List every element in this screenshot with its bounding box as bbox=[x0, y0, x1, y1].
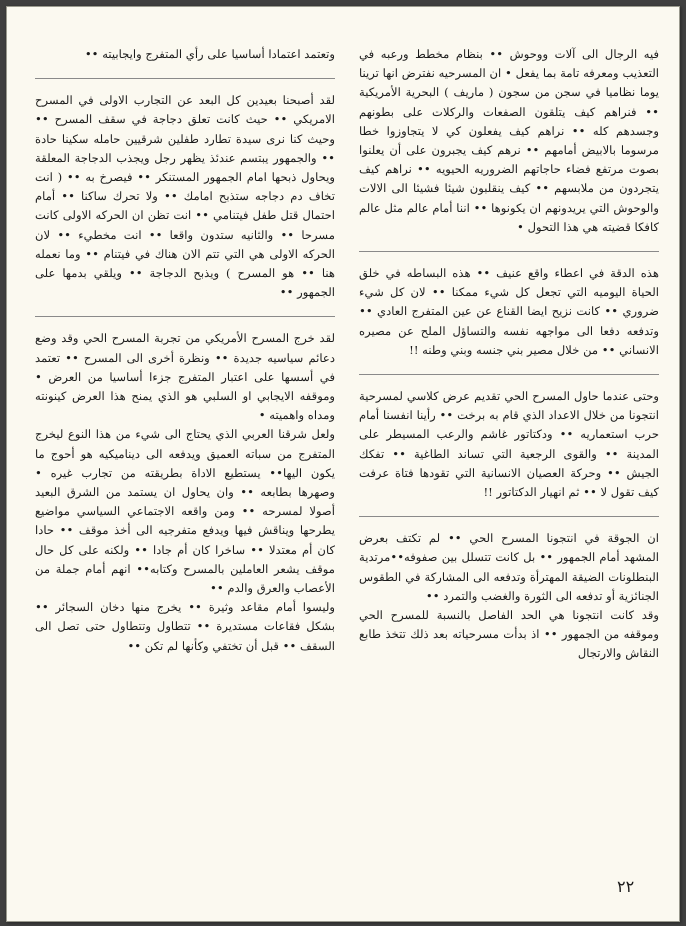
right-text-column bbox=[359, 45, 659, 664]
section-divider bbox=[359, 251, 659, 252]
paragraph: وحتى عندما حاول المسرح الحي تقديم عرض كلاسي لمسرحية انتجونا من خلال الاعداد الذي قام به برخت •• رأينا انفسنا أمام حرب استعماريه •• ودكتاتور غاشم والرعب المسيطر على المدينة •• والقوى الرجعية التي تساند الطاغية •• تفكك الجيش •• وحركة العصيان الانسانية التي تقودها فتاة عرفت كيف تقول لا •• ثم انهيار الدكتاتور !! bbox=[359, 389, 659, 500]
paragraph: لقد خرج المسرح الأمريكي من تجربة المسرح الحي وقد وضع دعائم سياسيه جديدة •• ونظرة أخرى الى المسرح •• تعتمد في أسسها على اعتبار المتفرج جزءا أساسيا من العرض • وموقفه الايجابي او السلبي هو الذي يمنح هذا العرض كينونته ومداه واهميته • bbox=[35, 331, 335, 423]
paragraph: ولعل شرقنا العربي الذي يحتاج الى شيء من هذا النوع ليخرج المتفرج من سباته العميق ويدفعه الى ديناميكيه هو أحوج ما يكون اليها•• يستطيع الاداة بطريقته من تجارب غيره • وصهرها بطابعه •• وان يحاول ان يستمد من الشرق البعيد أصولا لمسرحه •• ومن واقعه الاجتماعي السياسي مواضيع يطرحها ويناقش فيها ويدفع متفرجيه الى أخذ موقف •• حادا كان أم معتدلا •• ساخرا كان أم جادا •• ولكنه على كل حال موقف يشعر العاملين بالمسرح وكتابه•• انهم أمام جملة من الأعصاب والعرق والدم •• bbox=[35, 427, 335, 596]
paragraph: وليسوا أمام مقاعد وثيرة •• يخرج منها دخان السجائر •• بشكل فقاعات مستديرة •• تتطاول وتتطاول حتى تصل الى السقف •• قبل أن تختفي وكأنها لم تكن •• bbox=[35, 600, 335, 653]
left-text-column bbox=[35, 45, 335, 656]
paragraph: لقد أصبحنا بعيدين كل البعد عن التجارب الاولى في المسرح الامريكي •• حيث كانت تعلق دجاجة في سقف المسرح •• وحيث كنا نرى سيدة تطارد طفلين شرقيين حامله سكينا حادة •• والجمهور يبتسم عندئذ يظهر رجل ويجذب الدجاجة المعلقة ويحاول ذبحها امام الجمهور المستنكر •• فيصرخ به •• ( انت تخاف دم دجاجه ستذبح امامك •• ولا تحرك ساكنا •• أمام احتمال قتل طفل فيتنامي •• انت تظن ان الحركه الاولى كانت مسرحا •• والثانيه ستدون واقعا •• انت مخطيء •• لان الحركه الاولى هي التي تتم الان هناك في فيتنام •• وما نعمله هنا •• هو المسرح ) ويذبح الدجاجة •• ويلقي بدمها على الجمهور •• bbox=[35, 93, 335, 300]
paragraph: فيه الرجال الى آلات ووحوش •• بنظام مخطط ورعبه في التعذيب ومعرفه تامة بما يفعل • ان المسرحيه نفترض انها ترينا يوما نظاميا في سجن من سجون ( ماريف ) البحرية الأمريكية •• فنراهم كيف يتلقون الصفعات والركلات على بطونهم وجسدهم كله •• نراهم كيف يفعلون كي لا يتجاوزوا خطا مرسوما بالابيض أمامهم •• نرهم كيف يجبرون على أن يعلنوا بصوت مرتفع فضاء حاجاتهم الضروريه الحيويه •• نراهم كيف يتجردون من ملابسهم •• كيف ينقلبون شيئا فشيئا الى الالات والوحوش التي يريدونهم ان يكونوها •• اننا أمام عالم مثل عالم كافكا قضيته هي هذا التحول • bbox=[359, 47, 659, 234]
paragraph: وقد كانت انتجونا هي الحد الفاصل بالنسبة للمسرح الحي وموقفه من الجمهور •• اذ بدأت مسرحياته بعد ذلك تتخذ طابع النقاش والارتجال bbox=[359, 608, 659, 661]
section-divider bbox=[35, 316, 335, 317]
page-number: ٢٢ bbox=[617, 877, 635, 896]
paragraph: هذه الدقة في اعطاء واقع عنيف •• هذه البساطه في خلق الحياة اليوميه التي تجعل كل شيء ممكنا •• لان كل شيء ضروري •• كانت نزيح ايضا القناع عن عين المتفرج العادي •• وتدفعه دفعا الى مواجهه نفسه والتساؤل الملح عن مصيره الانساني •• من خلال مصير بني جنسه وبني وطنه !! bbox=[359, 266, 659, 357]
paragraph: وتعتمد اعتمادا أساسيا على رأي المتفرج وايجابيته •• bbox=[84, 47, 335, 61]
section-divider bbox=[35, 78, 335, 79]
paragraph: ان الجوقة في انتجونا المسرح الحي •• لم تكتف بعرض المشهد أمام الجمهور •• بل كانت تتسلل بين صفوفه••مرتدية البنطلونات الضيقة المهترأة وتدفعه الى المشاركة في الطقوس الجنائزية أو تدفعه الى الثورة والغضب والتمرد •• bbox=[359, 531, 659, 603]
section-divider bbox=[359, 516, 659, 517]
magazine-page bbox=[6, 6, 680, 922]
section-divider bbox=[359, 374, 659, 375]
